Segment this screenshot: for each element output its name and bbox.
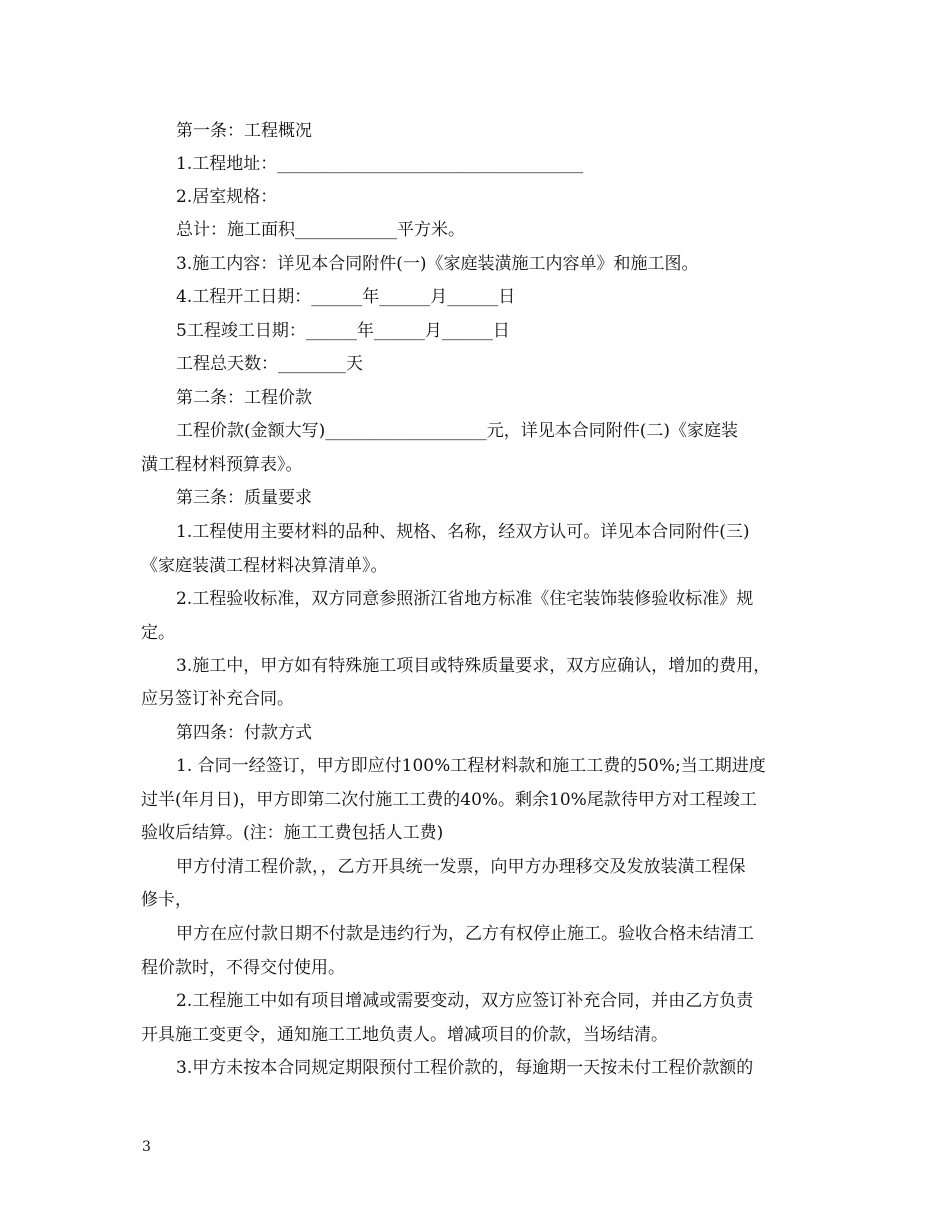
section-heading-3: 第三条：质量要求	[176, 488, 312, 508]
paragraph-line: 定。	[141, 623, 175, 643]
paragraph-line: 2.工程验收标准，双方同意参照浙江省地方标准《住宅装饰装修验收标准》规	[176, 589, 754, 609]
paragraph-line: 甲方付清工程价款，，乙方开具统一发票，向甲方办理移交及发放装潢工程保	[176, 857, 746, 877]
section-heading-4: 第四条：付款方式	[176, 723, 312, 743]
page-number: 3	[142, 1139, 151, 1155]
paragraph-line: 甲方在应付款日期不付款是违约行为，乙方有权停止施工。验收合格未结清工	[176, 924, 754, 944]
paragraph-line: 1.工程使用主要材料的品种、规格、名称，经双方认可。详见本合同附件(三)	[176, 522, 750, 542]
paragraph-line: 《家庭装潢工程材料决算清单》。	[141, 556, 388, 576]
paragraph-line: 过半(年月日)，甲方即第二次付施工工费的40%。剩余10%尾款待甲方对工程竣工	[141, 790, 757, 810]
section-heading-1: 第一条：工程概况	[176, 121, 312, 141]
paragraph-line: 工程总天数：________天	[176, 354, 363, 374]
paragraph-line: 程价款时，不得交付使用。	[141, 958, 345, 978]
paragraph-line: 3.施工内容：详见本合同附件(一)《家庭装潢施工内容单》和施工图。	[176, 254, 699, 274]
paragraph-line: 3.甲方未按本合同规定期限预付工程价款的，每逾期一天按未付工程价款额的	[176, 1058, 754, 1078]
paragraph-line: 1. 合同一经签订，甲方即应付100%工程材料款和施工工费的50%;当工期进度	[176, 756, 766, 776]
paragraph-line: 修卡，	[141, 890, 192, 910]
paragraph-line: 总计：施工面积____________平方米。	[176, 220, 465, 240]
paragraph-line: 4.工程开工日期：______年______月______日	[176, 287, 516, 307]
paragraph-line: 3.施工中，甲方如有特殊施工项目或特殊质量要求，双方应确认，增加的费用，	[176, 656, 771, 676]
paragraph-line: 验收后结算。(注：施工工费包括人工费)	[141, 823, 444, 843]
paragraph-line: 5工程竣工日期：______年______月______日	[176, 321, 510, 341]
section-heading-2: 第二条：工程价款	[176, 388, 312, 408]
paragraph-line: 应另签订补充合同。	[141, 689, 294, 709]
paragraph-line: 2.工程施工中如有项目增减或需要变动，双方应签订补充合同，并由乙方负责	[176, 991, 754, 1011]
paragraph-line: 工程价款(金额大写)___________________元，详见本合同附件(二)《家庭装	[176, 421, 739, 441]
paragraph-line: 2.居室规格：	[176, 187, 278, 207]
paragraph-line: 潢工程材料预算表》。	[141, 455, 303, 475]
paragraph-line: 开具施工变更令，通知施工工地负责人。增减项目的价款，当场结清。	[141, 1025, 668, 1045]
paragraph-line: 1.工程地址：____________________________________	[176, 154, 584, 174]
